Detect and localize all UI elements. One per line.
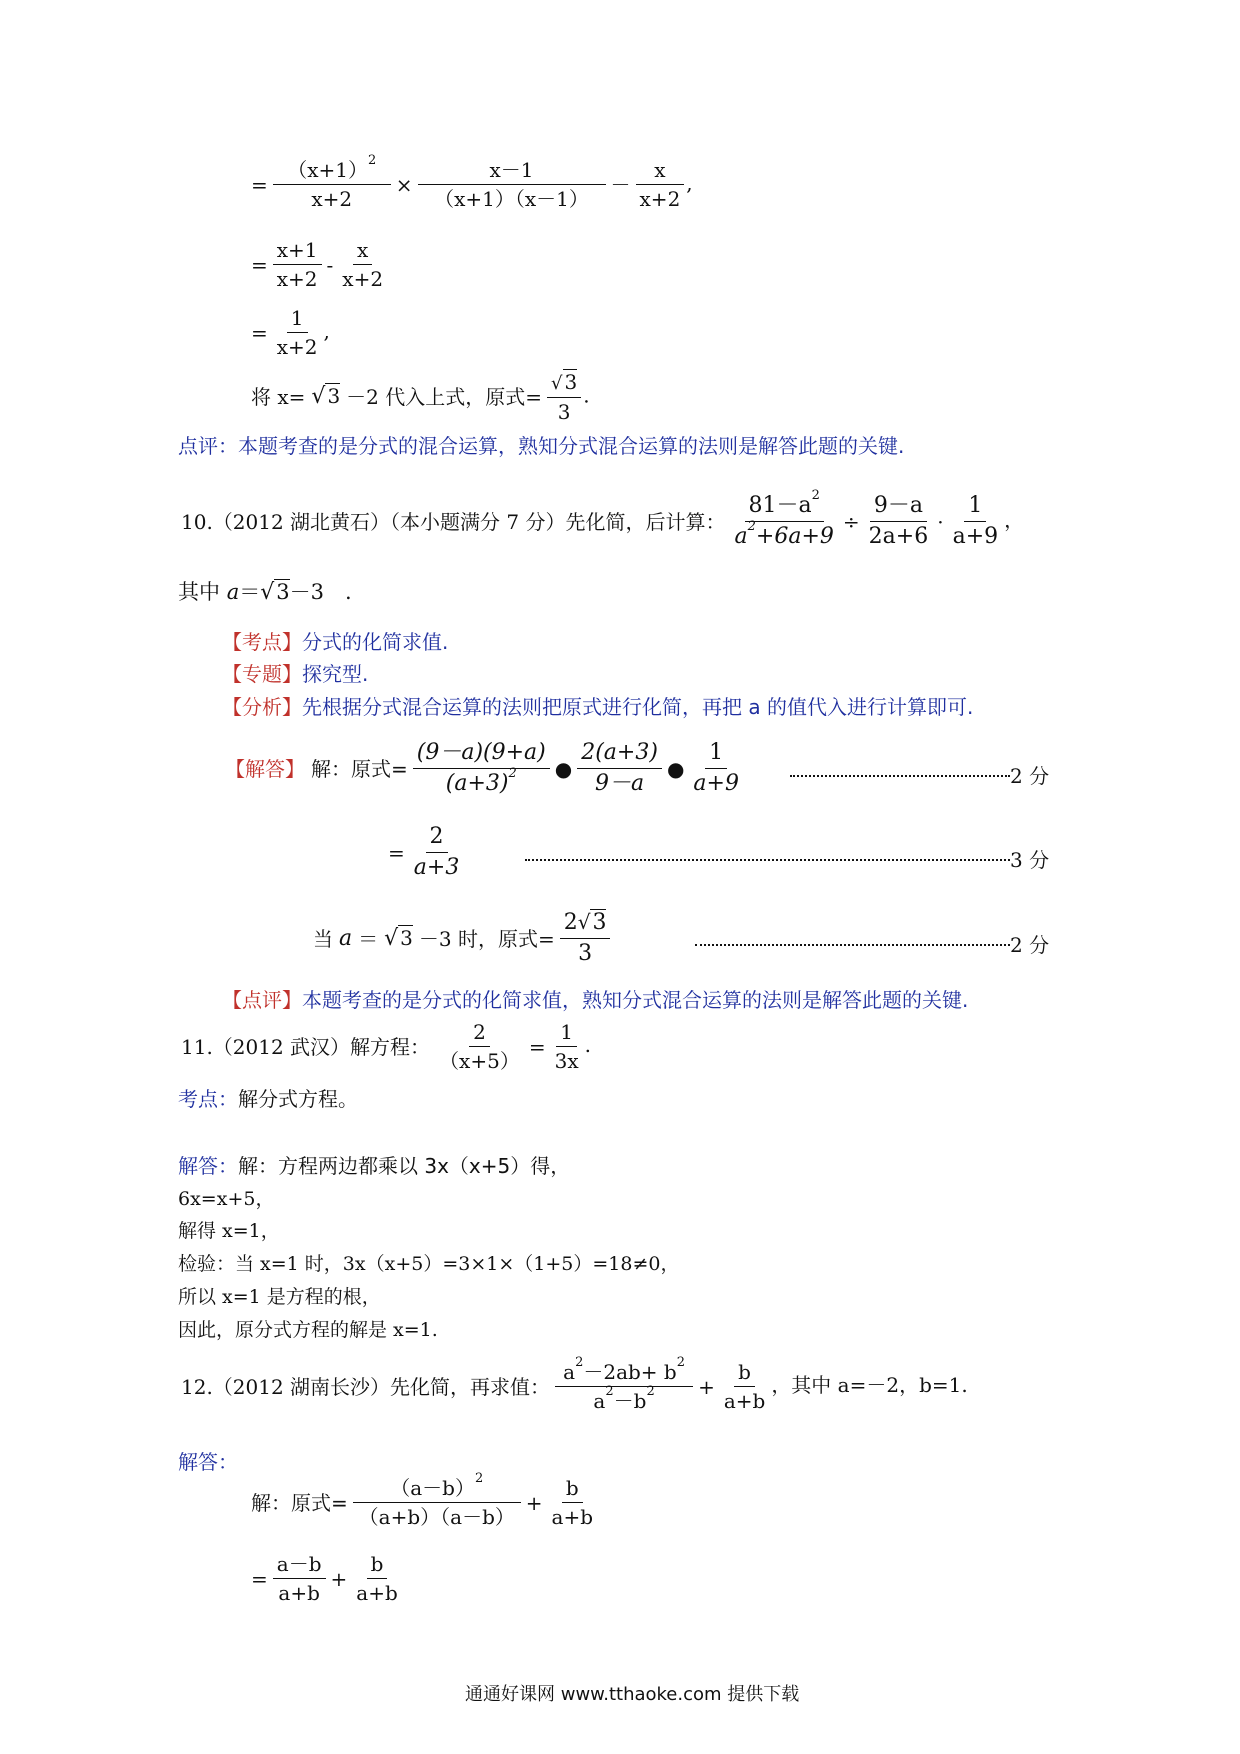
page-footer: 通通好课网 www.tthaoke.com 提供下载 xyxy=(465,1684,800,1705)
fraction: $\frac{x}{x+2}$ xyxy=(342,238,384,291)
jieda-q11-line4: 检验：当 x=1 时，3x（x+5）=3×1×（1+5）=18≠0， xyxy=(178,1253,680,1275)
fraction: $\frac{1}{a+9}$ xyxy=(693,740,739,796)
jieda-q11-line1: 解答：解：方程两边都乘以 3x（x+5）得， xyxy=(178,1154,571,1178)
score-leader: 2 分 xyxy=(695,935,1049,955)
substitution-line: 将 x= √ 3 －2 代入上式，原式= $\frac{√ 3}{3}$ . xyxy=(251,370,590,424)
step-3-expression: = $\frac{1}{x+2}$ , xyxy=(251,306,330,359)
fraction: $\frac{2}{(x+5)}$ xyxy=(439,1020,520,1073)
fraction: $\frac{a^2-2ab+ b^2}{a^2-b^2}$ xyxy=(555,1362,693,1411)
dianping-q10: 【点评】本题考查的是分式的化简求值，熟知分式混合运算的法则是解答此题的关键. xyxy=(222,988,969,1012)
jieda-q11-line6: 因此，原分式方程的解是 x=1. xyxy=(178,1319,438,1341)
fraction: $\frac{b}{a+b}$ xyxy=(356,1552,398,1605)
fraction: $\frac{(x+1)^2}{x+2}$ xyxy=(273,160,391,209)
fraction: $\frac{x-1}{(x+1)(x-1)}$ xyxy=(418,160,606,209)
fraction: $\frac{1}{3x}$ xyxy=(554,1020,579,1073)
score-leader: 2 分 xyxy=(790,766,1049,786)
step-10b: = $\frac{2}{a+3}$ xyxy=(385,826,465,879)
fraction: $\frac{1}{x+2}$ xyxy=(276,306,318,359)
jieda-q12-expression: 解：原式= $\frac{(a-b)^2}{(a+b)(a-b)}$ + $\frac{b}{a+b}$ xyxy=(248,1478,599,1527)
jieda-q11-line2: 6x=x+5， xyxy=(178,1188,275,1210)
jieda-q11-line3: 解得 x=1， xyxy=(178,1220,280,1242)
fraction: $\frac{x+1}{x+2}$ xyxy=(273,240,322,289)
zhuanti-q10: 【专题】探究型. xyxy=(222,662,369,686)
fraction: $\frac{(9-a)(9+a)}{(a+3)^2}$ xyxy=(413,742,550,795)
jieda-q10: 【解答】 解：原式= $\frac{(9-a)(9+a)}{(a+3)^2}$ ● $\frac{2(a+3)}{9-a}$ ● $\frac{1}{a+9}$ xyxy=(222,742,745,795)
jieda-q11-line5: 所以 x=1 是方程的根， xyxy=(178,1286,381,1308)
question-12: 12.（2012 湖南长沙）先化简，再求值： $\frac{a^2-2ab+ b^2}{a^2-b^2}$ + $\frac{b}{a+b}$ ，其中 a=－2，b=1. xyxy=(181,1355,968,1413)
step-12b: = $\frac{a-b}{a+b}$ + $\frac{b}{a+b}$ xyxy=(248,1554,404,1603)
fraction: $\frac{2√3}{3}$ xyxy=(560,912,611,965)
fenxi-q10: 【分析】先根据分式混合运算的法则把原式进行化简，再把 a 的值代入进行计算即可. xyxy=(222,695,974,719)
question-10-condition: 其中 a＝√3－3 . xyxy=(178,580,352,605)
fraction: $\frac{9-a}{2a+6}$ xyxy=(868,493,929,549)
question-11: 11.（2012 武汉）解方程： $\frac{2}{(x+5)}$ = $\frac{1}{3x}$ . xyxy=(181,1020,591,1073)
fraction: $\frac{x}{x+2}$ xyxy=(636,160,685,209)
kaodian-q10: 【考点】分式的化简求值. xyxy=(222,630,449,654)
fraction: $\frac{2}{a+3}$ xyxy=(413,824,460,880)
fraction: $\frac{b}{a+b}$ xyxy=(551,1476,594,1529)
question-10: 10.（2012 湖北黄石）（本小题满分 7 分）先化简，后计算： $\frac{81-a^2}{a^2+6a+9}$ ÷ $\frac{9-a}{2a+6}$ · $\frac{1}{a+9}$ ， xyxy=(181,488,1025,549)
fraction: $\frac{a-b}{a+b}$ xyxy=(273,1554,326,1603)
score-leader: 3 分 xyxy=(525,850,1049,870)
step-10c: 当a ＝ √ 3 －3 时，原式= $\frac{2√3}{3}$ xyxy=(310,912,612,965)
comment-q9: 点评：本题考查的是分式的混合运算，熟知分式混合运算的法则是解答此题的关键. xyxy=(178,434,905,458)
fraction: $\frac{1}{a+9}$ xyxy=(952,493,999,549)
step-2-expression: = $\frac{x+1}{x+2}$ - $\frac{x}{x+2}$ xyxy=(248,240,389,289)
step-1-expression: = $\frac{(x+1)^2}{x+2}$ × $\frac{x-1}{(x+1)(x-1)}$ － $\frac{x}{x+2}$ , xyxy=(251,153,693,211)
fraction: $\frac{2(a+3)}{9-a}$ xyxy=(577,742,662,795)
fraction: $\frac{b}{a+b}$ xyxy=(723,1360,766,1413)
kaodian-q11: 考点：解分式方程。 xyxy=(178,1087,358,1111)
fraction: $\frac{81-a^2}{a^2+6a+9}$ xyxy=(734,488,834,549)
fraction: $\frac{√ 3}{3}$ xyxy=(547,372,581,422)
jieda-q12-label: 解答： xyxy=(178,1450,238,1474)
fraction: $\frac{(a-b)^2}{(a+b)(a-b)}$ xyxy=(353,1478,521,1527)
